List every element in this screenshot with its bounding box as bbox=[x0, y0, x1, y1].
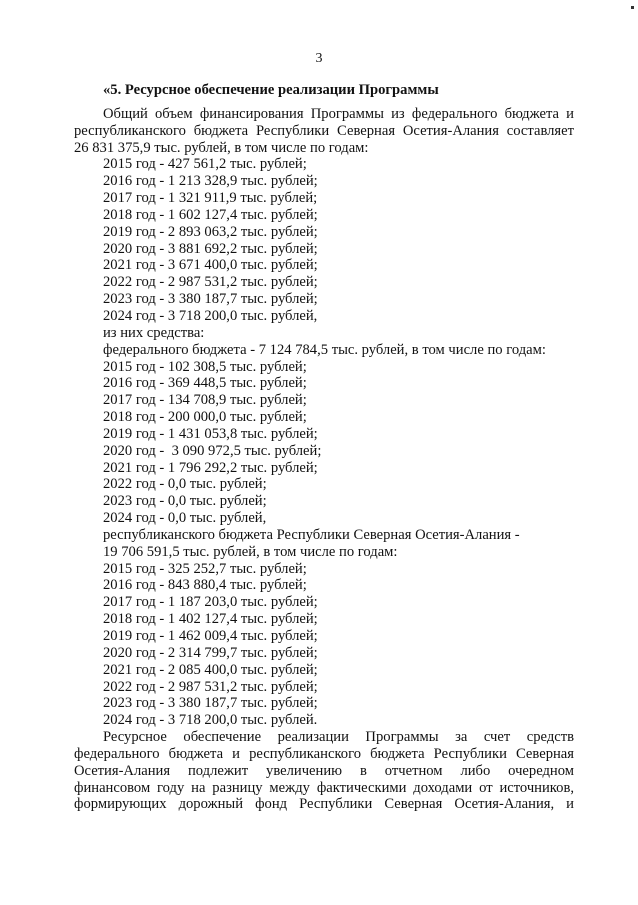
list-item: 2020 год - 2 314 799,7 тыс. рублей; bbox=[103, 644, 318, 661]
intro-line: 26 831 375,9 тыс. рублей, в том числе по годам: bbox=[74, 139, 369, 156]
list-item: 2015 год - 325 252,7 тыс. рублей; bbox=[103, 560, 307, 577]
list-item: 2022 год - 0,0 тыс. рублей; bbox=[103, 476, 267, 493]
list-item: 2021 год - 3 671 400,0 тыс. рублей; bbox=[103, 257, 318, 274]
list-item: 2015 год - 102 308,5 тыс. рублей; bbox=[103, 358, 307, 375]
list-item: 2024 год - 3 718 200,0 тыс. рублей, bbox=[103, 307, 318, 324]
list-item: 2018 год - 1 402 127,4 тыс. рублей; bbox=[103, 611, 318, 628]
republic-budget-label: республиканского бюджета Республики Северная Осетия-Алания - bbox=[103, 526, 520, 543]
list-item: 2017 год - 1 321 911,9 тыс. рублей; bbox=[103, 190, 318, 207]
closing-line: формирующих дорожный фонд Республики Северная Осетия-Алания, и bbox=[74, 796, 574, 813]
list-item: 2023 год - 3 380 187,7 тыс. рублей; bbox=[103, 695, 318, 712]
list-item: 2018 год - 1 602 127,4 тыс. рублей; bbox=[103, 206, 318, 223]
list-item: 2015 год - 427 561,2 тыс. рублей; bbox=[103, 156, 307, 173]
list-item: 2016 год - 843 880,4 тыс. рублей; bbox=[103, 577, 307, 594]
of-which-label: из них средства: bbox=[103, 324, 205, 341]
total-by-year-list bbox=[74, 156, 574, 324]
closing-line: финансовом году на разницу между фактическими доходами от источников, bbox=[74, 779, 574, 796]
list-item: 2017 год - 134 708,9 тыс. рублей; bbox=[103, 392, 307, 409]
list-item: 2019 год - 2 893 063,2 тыс. рублей; bbox=[103, 223, 318, 240]
list-item: 2020 год - 3 090 972,5 тыс. рублей; bbox=[103, 442, 322, 459]
intro-line: республиканского бюджета Республики Северная Осетия-Алания составляет bbox=[74, 122, 574, 139]
list-item: 2018 год - 200 000,0 тыс. рублей; bbox=[103, 409, 307, 426]
list-item: 2020 год - 3 881 692,2 тыс. рублей; bbox=[103, 240, 318, 257]
intro-line: Общий объем финансирования Программы из федерального бюджета и bbox=[103, 105, 574, 122]
list-item: 2022 год - 2 987 531,2 тыс. рублей; bbox=[103, 274, 318, 291]
page-number: 3 bbox=[315, 51, 323, 66]
intro-paragraph bbox=[74, 106, 574, 157]
document-body bbox=[74, 82, 574, 813]
list-item: 2019 год - 1 431 053,8 тыс. рублей; bbox=[103, 425, 318, 442]
closing-paragraph bbox=[74, 729, 574, 813]
closing-line: федерального бюджета и республиканского бюджета Республики Северная bbox=[74, 745, 574, 762]
section-heading: «5. Ресурсное обеспечение реализации Программы bbox=[103, 82, 439, 98]
list-item: 2022 год - 2 987 531,2 тыс. рублей; bbox=[103, 678, 318, 695]
list-item: 2021 год - 1 796 292,2 тыс. рублей; bbox=[103, 459, 318, 476]
list-item: 2019 год - 1 462 009,4 тыс. рублей; bbox=[103, 628, 318, 644]
federal-by-year-list bbox=[74, 359, 574, 527]
list-item: 2024 год - 3 718 200,0 тыс. рублей. bbox=[103, 712, 318, 729]
list-item: 2024 год - 0,0 тыс. рублей, bbox=[103, 510, 267, 527]
list-item: 2021 год - 2 085 400,0 тыс. рублей; bbox=[103, 661, 318, 678]
republic-budget-amount: 19 706 591,5 тыс. рублей, в том числе по годам: bbox=[103, 543, 398, 560]
list-item: 2017 год - 1 187 203,0 тыс. рублей; bbox=[103, 594, 318, 611]
list-item: 2016 год - 369 448,5 тыс. рублей; bbox=[103, 375, 307, 392]
scan-mark bbox=[631, 6, 634, 9]
federal-budget-label: федерального бюджета - 7 124 784,5 тыс. рублей, в том числе по годам: bbox=[103, 341, 546, 358]
closing-line: Осетия-Алания подлежит увеличению в отчетном либо очередном bbox=[74, 762, 574, 779]
list-item: 2023 год - 0,0 тыс. рублей; bbox=[103, 493, 267, 510]
list-item: 2023 год - 3 380 187,7 тыс. рублей; bbox=[103, 291, 318, 308]
republic-by-year-list bbox=[74, 561, 574, 729]
list-item: 2016 год - 1 213 328,9 тыс. рублей; bbox=[103, 173, 318, 190]
closing-line: Ресурсное обеспечение реализации Программы за счет средств bbox=[103, 729, 574, 746]
